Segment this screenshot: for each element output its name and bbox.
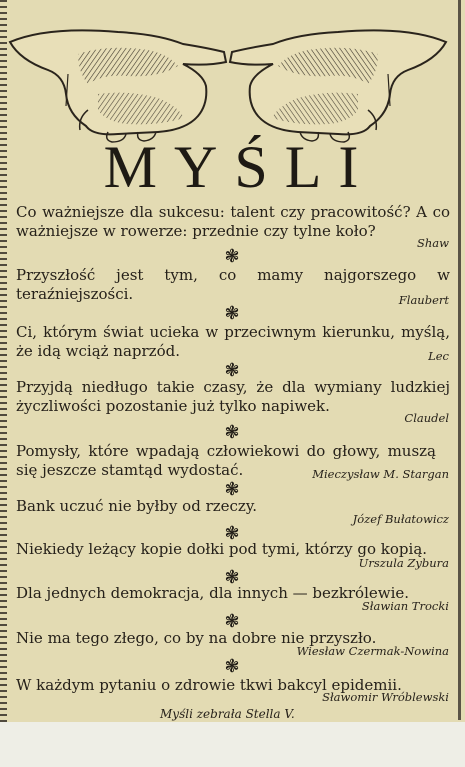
quote-text: Bank uczuć nie byłby od rzeczy.: [16, 497, 258, 515]
separator-icon: ❃: [224, 246, 240, 267]
page-title: MYŚLI: [103, 134, 376, 200]
separator-icon: ❃: [224, 567, 240, 588]
quote-author: Sławomir Wróblewski: [322, 690, 449, 704]
quote-text: Ci, którym świat ucieka w przeciwnym kierunku, myślą, że idą wciąż naprzód.: [16, 323, 450, 360]
quote-author: Shaw: [417, 236, 449, 250]
quote-author: Urszula Zybura: [358, 556, 449, 570]
left-border-ornament: [0, 0, 7, 722]
quote-text: Przyszłość jest tym, co mamy najgorszego w teraźniejszości.: [16, 266, 450, 303]
quote-author: Mieczysław M. Stargan: [312, 467, 449, 481]
separator-icon: ❃: [224, 611, 240, 632]
quote-text: Niekiedy leżący kopie dołki pod tymi, którzy go kopią.: [16, 540, 428, 558]
right-hand-icon: [230, 30, 446, 142]
credit-line: Myśli zebrała Stella V.: [160, 707, 295, 721]
quote-text: Przyjdą niedługo takie czasy, że dla wymiany ludzkiej życzliwości pozostanie już tylko napiwek.: [16, 378, 450, 415]
separator-icon: ❃: [224, 422, 240, 443]
separator-icon: ❃: [224, 523, 240, 544]
quote-item: [16, 203, 450, 241]
quote-text: Pomysły, które wpadają człowiekowi do głowy, muszą się jeszcze stamtąd wydostać.: [16, 442, 436, 479]
separator-icon: ❃: [224, 656, 240, 677]
quote-text: Co ważniejsze dla sukcesu: talent czy pracowitość? A co ważniejsze w rowerze: przednie czy tylne koło?: [16, 203, 450, 240]
quote-text: W każdym pytaniu o zdrowie tkwi bakcyl epidemii.: [16, 676, 402, 694]
right-border-rule: [458, 0, 461, 720]
quote-author: Lec: [428, 349, 449, 363]
separator-icon: ❃: [224, 479, 240, 500]
quote-item: [16, 266, 450, 304]
quote-author: Claudel: [404, 411, 449, 425]
quote-item: [16, 323, 450, 361]
quote-author: Sławian Trocki: [361, 599, 449, 613]
page-margin: [0, 722, 465, 767]
quote-author: Wiesław Czermak-Nowina: [296, 644, 449, 658]
left-hand-icon: [10, 30, 226, 142]
quote-author: Józef Bułatowicz: [352, 512, 449, 526]
quote-author: Flaubert: [398, 293, 449, 307]
separator-icon: ❃: [224, 303, 240, 324]
pointing-hands-icon: [8, 14, 448, 144]
quote-text: Nie ma tego złego, co by na dobre nie przyszło.: [16, 629, 377, 647]
quote-text: Dla jednych demokracja, dla innych — bezkrólewie.: [16, 584, 410, 602]
separator-icon: ❃: [224, 360, 240, 381]
quote-item: [16, 378, 450, 416]
